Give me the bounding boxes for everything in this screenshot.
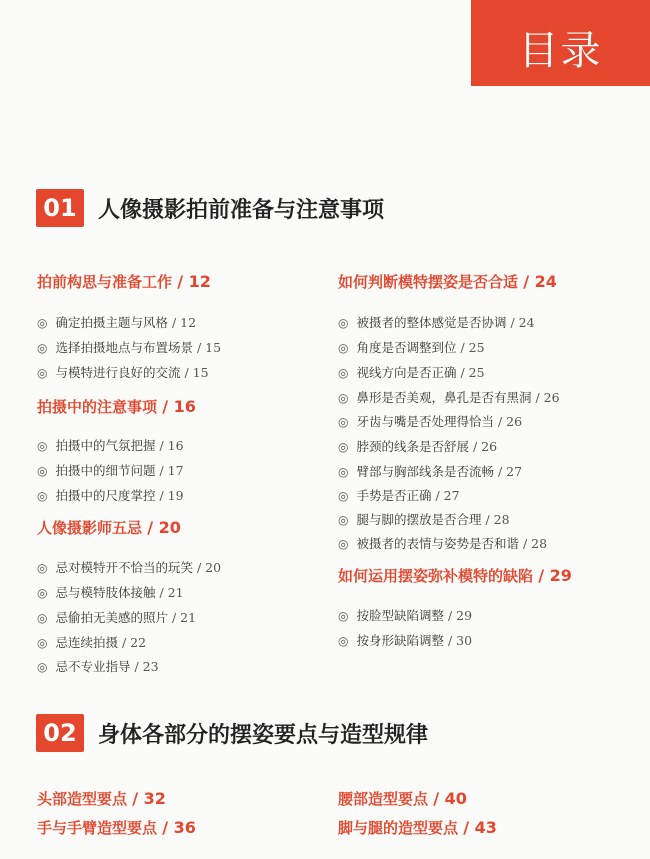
bullet-icon: ◎ <box>37 316 48 330</box>
item-page: / 12 <box>171 315 197 330</box>
section-page: / 32 <box>132 789 166 808</box>
item-page: / 16 <box>159 438 184 453</box>
item-page: / 29 <box>447 608 473 623</box>
toc-item[interactable] <box>37 583 184 601</box>
section-page: / 24 <box>523 272 557 291</box>
item-page: / 15 <box>184 365 209 380</box>
toc-banner: 目录 <box>471 0 650 86</box>
chapter-number-badge: 02 <box>36 714 84 752</box>
toc-item[interactable] <box>37 657 159 675</box>
section-page: / 12 <box>177 272 211 291</box>
item-page: / 15 <box>196 340 222 355</box>
section-title: 拍摄中的注意事项 <box>37 398 158 416</box>
item-page: / 30 <box>447 633 473 648</box>
item-page: / 25 <box>460 340 485 355</box>
item-page: / 27 <box>435 488 460 503</box>
bullet-icon: ◎ <box>37 586 48 600</box>
item-label: 臂部与胸部线条是否流畅 <box>356 464 494 479</box>
item-label: 牙齿与嘴是否处理得恰当 <box>356 414 494 429</box>
item-label: 被摄者的表情与姿势是否和谐 <box>356 536 519 551</box>
section-title: 头部造型要点 <box>37 790 128 808</box>
toc-item[interactable] <box>37 608 196 626</box>
item-label: 选择拍摄地点与布置场景 <box>55 340 193 355</box>
bullet-icon: ◎ <box>338 537 349 551</box>
bullet-icon: ◎ <box>37 636 48 650</box>
item-label: 手势是否正确 <box>356 488 432 503</box>
section-title: 人像摄影师五忌 <box>37 519 143 537</box>
toc-item[interactable] <box>338 412 522 430</box>
section-foot-leg-styling[interactable] <box>338 817 497 838</box>
section-title: 脚与腿的造型要点 <box>338 819 459 837</box>
section-page: / 20 <box>147 518 181 537</box>
bullet-icon: ◎ <box>37 489 48 503</box>
item-label: 与模特进行良好的交流 <box>55 365 181 380</box>
item-page: / 21 <box>171 610 197 625</box>
bullet-icon: ◎ <box>338 465 349 479</box>
chapter-title: 身体各部分的摆姿要点与造型规律 <box>98 722 429 748</box>
section-page: / 16 <box>162 397 196 416</box>
toc-item[interactable] <box>37 558 221 576</box>
section-planning-prep[interactable] <box>37 271 211 292</box>
toc-item[interactable] <box>37 436 184 454</box>
section-page: / 43 <box>463 818 497 837</box>
toc-item[interactable] <box>37 338 221 356</box>
section-title: 如何判断模特摆姿是否合适 <box>338 273 519 291</box>
section-page: / 36 <box>162 818 196 837</box>
item-label: 忌不专业指导 <box>55 659 131 674</box>
item-page: / 28 <box>522 536 548 551</box>
chapter-02-heading[interactable] <box>36 714 428 752</box>
toc-item[interactable] <box>338 388 560 406</box>
item-page: / 20 <box>196 560 222 575</box>
bullet-icon: ◎ <box>37 439 48 453</box>
item-label: 拍摄中的细节问题 <box>55 463 156 478</box>
section-title: 如何运用摆姿弥补模特的缺陷 <box>338 567 534 585</box>
bullet-icon: ◎ <box>37 464 48 478</box>
bullet-icon: ◎ <box>338 415 349 429</box>
item-label: 角度是否调整到位 <box>356 340 457 355</box>
bullet-icon: ◎ <box>37 366 48 380</box>
toc-item[interactable] <box>338 363 485 381</box>
bullet-icon: ◎ <box>338 341 349 355</box>
bullet-icon: ◎ <box>37 660 48 674</box>
section-judge-pose[interactable] <box>338 271 557 292</box>
item-label: 鼻形是否美观，鼻孔是否有黑洞 <box>356 390 532 405</box>
item-page: / 19 <box>159 488 184 503</box>
section-head-styling[interactable] <box>37 788 166 809</box>
item-label: 忌对模特开不恰当的玩笑 <box>55 560 193 575</box>
item-label: 拍摄中的尺度掌控 <box>55 488 156 503</box>
item-label: 忌偷拍无美感的照片 <box>55 610 168 625</box>
toc-item[interactable] <box>338 534 547 552</box>
item-page: / 27 <box>497 464 523 479</box>
chapter-title: 人像摄影拍前准备与注意事项 <box>98 197 385 223</box>
item-page: / 26 <box>497 414 523 429</box>
bullet-icon: ◎ <box>37 561 48 575</box>
section-title: 手与手臂造型要点 <box>37 819 158 837</box>
section-shooting-notes[interactable] <box>37 396 196 417</box>
section-title: 腰部造型要点 <box>338 790 429 808</box>
item-page: / 26 <box>472 439 498 454</box>
chapter-01-heading[interactable] <box>36 189 384 227</box>
item-label: 忌与模特肢体接触 <box>55 585 156 600</box>
item-label: 按脸型缺陷调整 <box>356 608 444 623</box>
section-waist-styling[interactable] <box>338 788 467 809</box>
toc-item[interactable] <box>338 437 497 455</box>
bullet-icon: ◎ <box>37 341 48 355</box>
section-five-taboos[interactable] <box>37 517 181 538</box>
section-page: / 29 <box>538 566 572 585</box>
toc-item[interactable] <box>338 510 510 528</box>
toc-item[interactable] <box>37 486 184 504</box>
bullet-icon: ◎ <box>338 316 349 330</box>
item-page: / 24 <box>510 315 535 330</box>
toc-item[interactable] <box>338 606 472 624</box>
item-label: 腿与脚的摆放是否合理 <box>356 512 482 527</box>
item-page: / 22 <box>121 635 147 650</box>
toc-item[interactable] <box>37 363 209 381</box>
toc-item[interactable] <box>37 633 146 651</box>
item-page: / 23 <box>134 659 159 674</box>
item-page: / 28 <box>485 512 510 527</box>
item-label: 拍摄中的气氛把握 <box>55 438 156 453</box>
item-page: / 25 <box>460 365 485 380</box>
toc-item[interactable] <box>338 486 460 504</box>
chapter-number-badge: 01 <box>36 189 84 227</box>
toc-item[interactable] <box>338 462 522 480</box>
bullet-icon: ◎ <box>338 366 349 380</box>
toc-item[interactable] <box>338 313 535 331</box>
section-hand-arm-styling[interactable] <box>37 817 196 838</box>
item-page: / 21 <box>159 585 184 600</box>
section-compensate-flaws[interactable] <box>338 565 572 586</box>
bullet-icon: ◎ <box>338 391 349 405</box>
bullet-icon: ◎ <box>338 489 349 503</box>
toc-item[interactable] <box>37 461 184 479</box>
bullet-icon: ◎ <box>338 634 349 648</box>
bullet-icon: ◎ <box>338 513 349 527</box>
item-label: 确定拍摄主题与风格 <box>55 315 168 330</box>
item-label: 按身形缺陷调整 <box>356 633 444 648</box>
item-page: / 17 <box>159 463 184 478</box>
bullet-icon: ◎ <box>338 609 349 623</box>
bullet-icon: ◎ <box>338 440 349 454</box>
toc-item[interactable] <box>338 631 472 649</box>
toc-item[interactable] <box>37 313 196 331</box>
item-label: 视线方向是否正确 <box>356 365 457 380</box>
section-title: 拍前构思与准备工作 <box>37 273 173 291</box>
toc-item[interactable] <box>338 338 485 356</box>
item-page: / 26 <box>535 390 560 405</box>
item-label: 被摄者的整体感觉是否协调 <box>356 315 507 330</box>
section-page: / 40 <box>433 789 467 808</box>
bullet-icon: ◎ <box>37 611 48 625</box>
item-label: 脖颈的线条是否舒展 <box>356 439 469 454</box>
item-label: 忌连续拍摄 <box>55 635 118 650</box>
